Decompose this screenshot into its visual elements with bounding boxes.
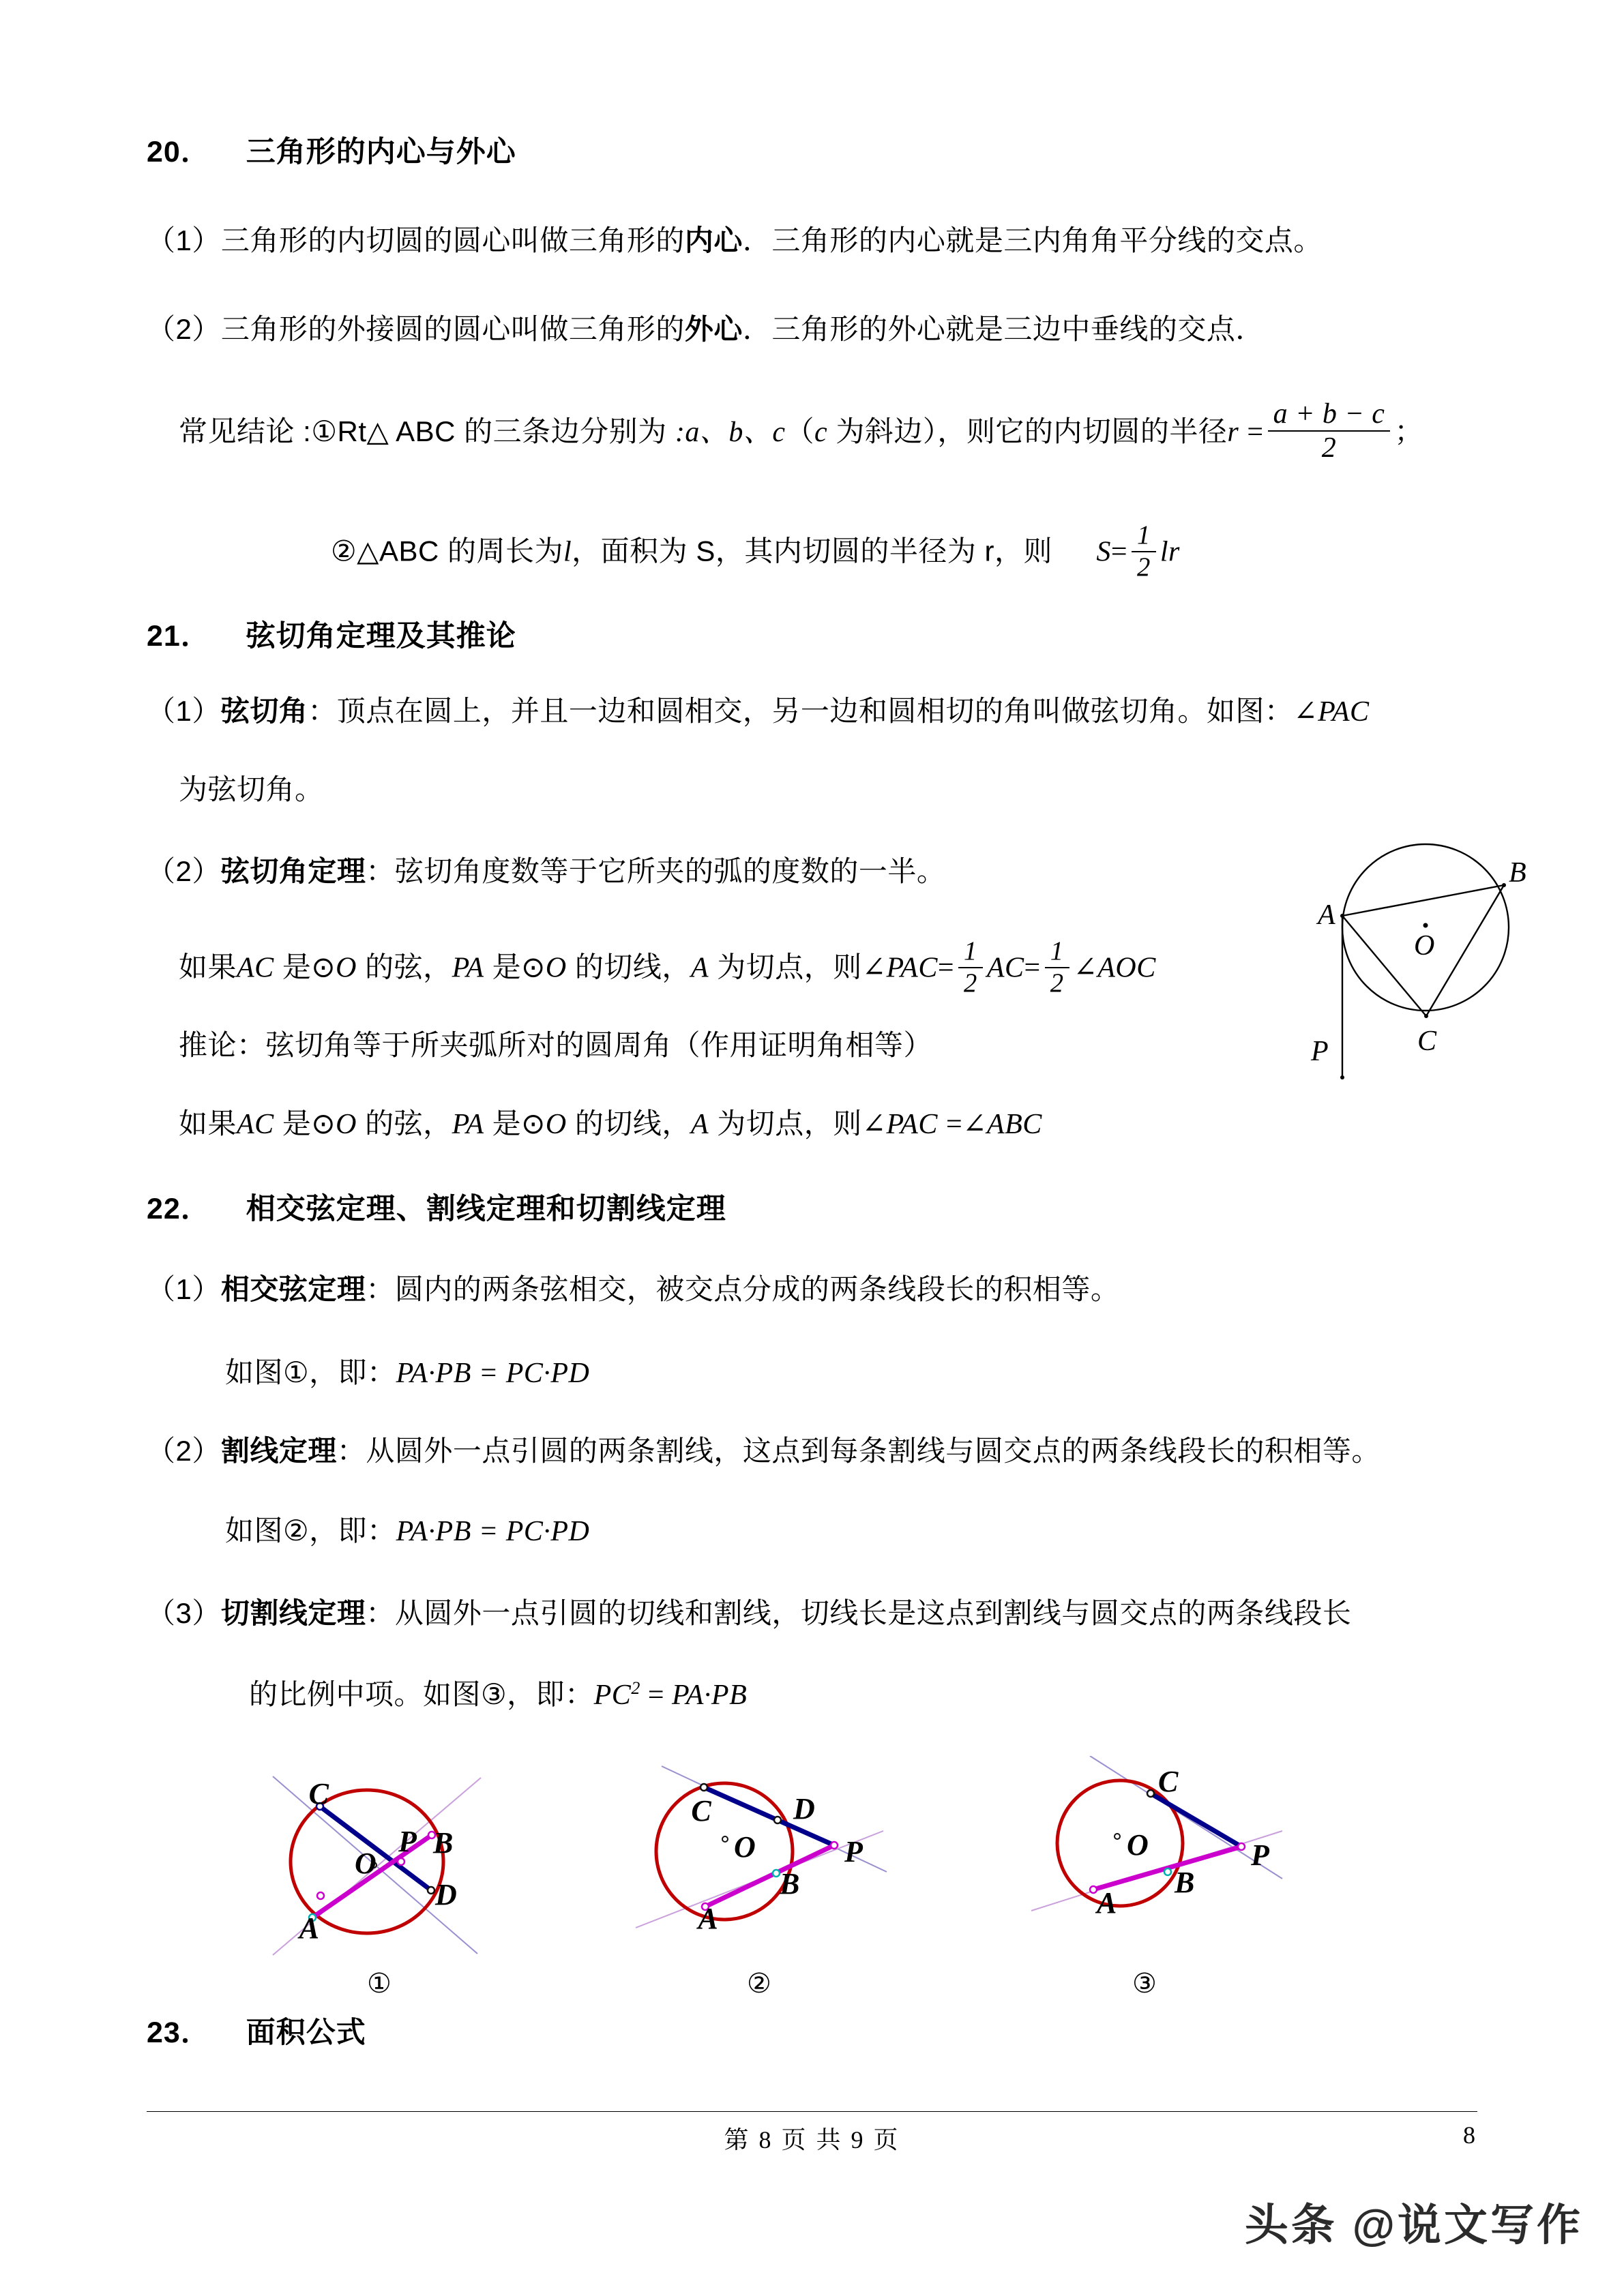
s20-area-denominator: 2	[1137, 552, 1151, 582]
s21-f-AC: AC	[237, 952, 274, 984]
s20-concl2-eq: =	[1110, 536, 1128, 568]
s20-item2-keyword: 外心	[684, 313, 743, 345]
svg-text:C: C	[1417, 1026, 1437, 1057]
s20-radius-fraction	[1268, 399, 1391, 463]
section-21-inference-formula	[179, 1108, 1042, 1140]
tangent-secant-theorem-figure-3	[1016, 1756, 1289, 1974]
chord-tangent-angle-figure	[1269, 815, 1555, 1088]
s20-item1-pre: （1）三角形的内切圆的圆心叫做三角形的	[147, 224, 685, 256]
s21-i-A: A	[690, 1109, 709, 1140]
svg-text:O: O	[734, 1830, 756, 1864]
s21-item1-math: ∠PAC	[1293, 696, 1370, 728]
section-21-item-2	[147, 856, 945, 887]
section-22-title: 相交弦定理、割线定理和切割线定理	[246, 1193, 726, 1225]
s20-concl1-c: c	[814, 417, 828, 448]
s21-f-a: 如果	[179, 951, 237, 983]
s21-i-c: 的弦，	[365, 1107, 452, 1139]
s22-item3-keyword: 切割线定理	[220, 1597, 366, 1629]
s20-item2-pre: （2）三角形的外接圆的圆心叫做三角形的	[147, 313, 685, 345]
section-21-number: 21．	[147, 620, 211, 653]
s21-i-a: 如果	[179, 1107, 237, 1139]
section-22-item-1-figure-ref	[225, 1357, 589, 1389]
section-20-conclusion-1	[179, 399, 1423, 463]
svg-text:A: A	[698, 1902, 718, 1935]
svg-text:C: C	[691, 1794, 711, 1828]
s21-f-O2: O	[545, 952, 567, 984]
section-20-heading	[147, 136, 516, 168]
section-22-item-2-figure-ref	[225, 1515, 589, 1547]
s20-concl2-lr: lr	[1160, 536, 1180, 568]
s21-i-PA: PA	[452, 1109, 484, 1140]
section-22-heading	[147, 1193, 726, 1225]
s20-item2-post: ．三角形的外心就是三边中垂线的交点．	[742, 313, 1265, 345]
s22-item2-lead: （2）	[147, 1435, 221, 1467]
svg-text:D: D	[435, 1878, 457, 1911]
s21-f2-num: 1	[1045, 938, 1069, 968]
section-22-item-2	[147, 1435, 1381, 1467]
s22-item3-eq: =	[640, 1680, 673, 1711]
svg-text:B: B	[433, 1826, 454, 1860]
svg-text:C: C	[308, 1777, 329, 1810]
s20-area-numerator: 1	[1132, 522, 1156, 552]
s22-item1-text: ：圆内的两条弦相交，被交点分成的两条线段长的积相等。	[366, 1273, 1120, 1305]
section-20-number: 20．	[147, 136, 211, 168]
s21-f1-num: 1	[958, 938, 983, 968]
s20-concl1-lead: 常见结论 :①Rt△ ABC 的三条边分别为	[179, 415, 667, 447]
svg-text:O: O	[1414, 930, 1435, 961]
s20-concl1-eq: =	[1247, 417, 1264, 448]
s21-i-e: 的切线，	[574, 1107, 691, 1139]
section-20-item-1	[147, 225, 1323, 256]
figure-3-caption: ③	[1132, 1968, 1157, 1999]
svg-text:P: P	[398, 1825, 417, 1858]
s21-f1-den: 2	[964, 968, 977, 998]
intersecting-chords-figure-1	[252, 1756, 498, 1974]
s22-item1-figref: 如图①，即：	[225, 1356, 396, 1388]
section-20-item-2	[147, 314, 1265, 345]
svg-text:A: A	[299, 1911, 319, 1945]
s22-item2-keyword: 割线定理	[220, 1435, 337, 1467]
svg-text:O: O	[1127, 1828, 1149, 1862]
s20-concl2-tail: ，面积为 S，其内切圆的半径为 r，则	[572, 535, 1052, 567]
svg-text:O: O	[355, 1847, 377, 1880]
s21-f-c: 的弦，	[365, 951, 452, 983]
s20-item1-keyword: 内心	[684, 224, 743, 256]
s20-concl1-r: r	[1227, 417, 1239, 448]
s22-item1-keyword: 相交弦定理	[220, 1273, 366, 1305]
s20-concl1-open: （	[785, 415, 814, 447]
section-21-item-1-cont: 为弦切角。	[179, 773, 324, 805]
section-23-heading	[147, 2017, 366, 2049]
s20-item1-post: ．三角形的内心就是三内角角平分线的交点。	[742, 224, 1323, 256]
section-23-title: 面积公式	[246, 2016, 366, 2049]
svg-text:D: D	[793, 1792, 815, 1825]
figure-1-caption: ①	[367, 1968, 392, 1999]
s21-i-d: 是⊙	[492, 1107, 546, 1139]
s21-f-O1: O	[336, 952, 357, 984]
s21-i-eq: =	[946, 1109, 963, 1140]
s21-i-ABC: ∠ABC	[962, 1109, 1042, 1140]
s22-item3-exponent: 2	[631, 1678, 640, 1698]
s20-concl2-S: S	[1096, 536, 1111, 568]
svg-text:P: P	[844, 1835, 863, 1868]
svg-text:A: A	[1318, 899, 1335, 931]
s20-concl1-semicolon: ；	[1394, 415, 1423, 447]
s22-item3-rhs: PA·PB	[672, 1680, 748, 1711]
svg-text:P: P	[1311, 1036, 1329, 1067]
s21-f-PA: PA	[452, 952, 484, 984]
s22-item3-figref: 的比例中项。如图③，即：	[249, 1678, 594, 1710]
s21-half-fraction-2	[1045, 938, 1069, 997]
s21-f-A: A	[690, 952, 709, 984]
s22-item1-lead: （1）	[147, 1273, 221, 1305]
svg-text:B: B	[780, 1867, 800, 1900]
s21-f-f: 为切点，则	[717, 951, 862, 983]
section-21-item-1	[147, 696, 1370, 728]
s22-item2-text: ：从圆外一点引圆的两条割线，这点到每条割线与圆交点的两条线段长的积相等。	[336, 1435, 1381, 1467]
s21-i-O2: O	[545, 1109, 567, 1140]
s21-item2-lead: （2）	[147, 855, 221, 887]
section-21-item-2-formula	[179, 938, 1156, 997]
section-20-title: 三角形的内心与外心	[246, 136, 516, 168]
s21-i-f: 为切点，则	[717, 1107, 862, 1139]
svg-text:B: B	[1175, 1866, 1195, 1899]
s22-item3-PC: PC	[593, 1680, 632, 1711]
s21-i-PAC: ∠PAC	[861, 1109, 938, 1140]
s22-item3-text: ：从圆外一点引圆的切线和割线，切线长是这点到割线与圆交点的两条线段长	[366, 1597, 1352, 1629]
s21-item2-keyword: 弦切角定理	[220, 855, 366, 887]
section-21-title: 弦切角定理及其推论	[246, 620, 516, 653]
s20-frac-denominator: 2	[1321, 432, 1337, 464]
s21-f-PAC: ∠PAC	[861, 952, 938, 984]
s21-item2-text: ：弦切角度数等于它所夹的弧的度数的一半。	[366, 855, 946, 887]
s22-item2-figmath: PA·PB = PC·PD	[396, 1516, 590, 1547]
section-21-inference: 推论：弦切角等于所夹弧所对的圆周角（作用证明角相等）	[179, 1029, 933, 1061]
s21-f-d: 是⊙	[492, 951, 546, 983]
section-22-number: 22．	[147, 1193, 211, 1225]
figure-2-caption: ②	[747, 1968, 771, 1999]
section-23-number: 23．	[147, 2016, 211, 2049]
s22-item2-figref: 如图②，即：	[225, 1515, 396, 1547]
s21-item1-text: ：顶点在圆上，并且一边和圆相交，另一边和圆相切的角叫做弦切角。如图：	[308, 695, 1294, 727]
s21-i-AC: AC	[237, 1109, 274, 1140]
secant-theorem-figure-2	[621, 1756, 894, 1974]
svg-text:P: P	[1251, 1838, 1269, 1872]
s21-f-eq1: =	[937, 952, 955, 984]
s21-f-eq2: =	[1024, 952, 1041, 984]
s21-f-AC2: AC	[986, 952, 1024, 984]
s21-f2-den: 2	[1050, 968, 1064, 998]
s21-f-e: 的切线，	[574, 951, 691, 983]
watermark-text: 头条 @说文写作	[1244, 2201, 1583, 2250]
s21-item1-keyword: 弦切角	[220, 695, 308, 727]
s21-item1-lead: （1）	[147, 695, 221, 727]
svg-text:A: A	[1097, 1886, 1117, 1920]
s20-concl1-tail: 为斜边），则它的内切圆的半径	[836, 415, 1228, 447]
svg-text:C: C	[1158, 1765, 1179, 1798]
s20-concl2-l: l	[563, 536, 572, 568]
s22-item3-lead: （3）	[147, 1597, 221, 1629]
s20-concl2-lead: ②△ABC 的周长为	[331, 535, 563, 567]
svg-text:B: B	[1509, 857, 1526, 889]
section-20-conclusion-2	[331, 522, 1180, 581]
footer-divider	[147, 2111, 1477, 2112]
s22-item1-figmath: PA·PB = PC·PD	[396, 1358, 590, 1389]
s20-frac-numerator: a + b − c	[1268, 399, 1391, 432]
s21-f-b: 是⊙	[282, 951, 336, 983]
section-22-item-1	[147, 1274, 1119, 1305]
footer-page-number: 8	[1463, 2121, 1475, 2149]
s21-i-b: 是⊙	[282, 1107, 336, 1139]
section-22-item-3-line2	[249, 1679, 747, 1711]
section-21-heading	[147, 621, 516, 653]
s21-i-O1: O	[336, 1109, 357, 1140]
s21-half-fraction-1	[958, 938, 983, 997]
s21-f-AOC: ∠AOC	[1073, 952, 1156, 984]
s20-area-fraction	[1132, 522, 1156, 581]
section-22-item-3	[147, 1598, 1351, 1629]
footer-page-indicator: 第 8 页 共 9 页	[724, 2126, 900, 2153]
s20-concl1-vars: :a、b、c	[675, 417, 786, 448]
